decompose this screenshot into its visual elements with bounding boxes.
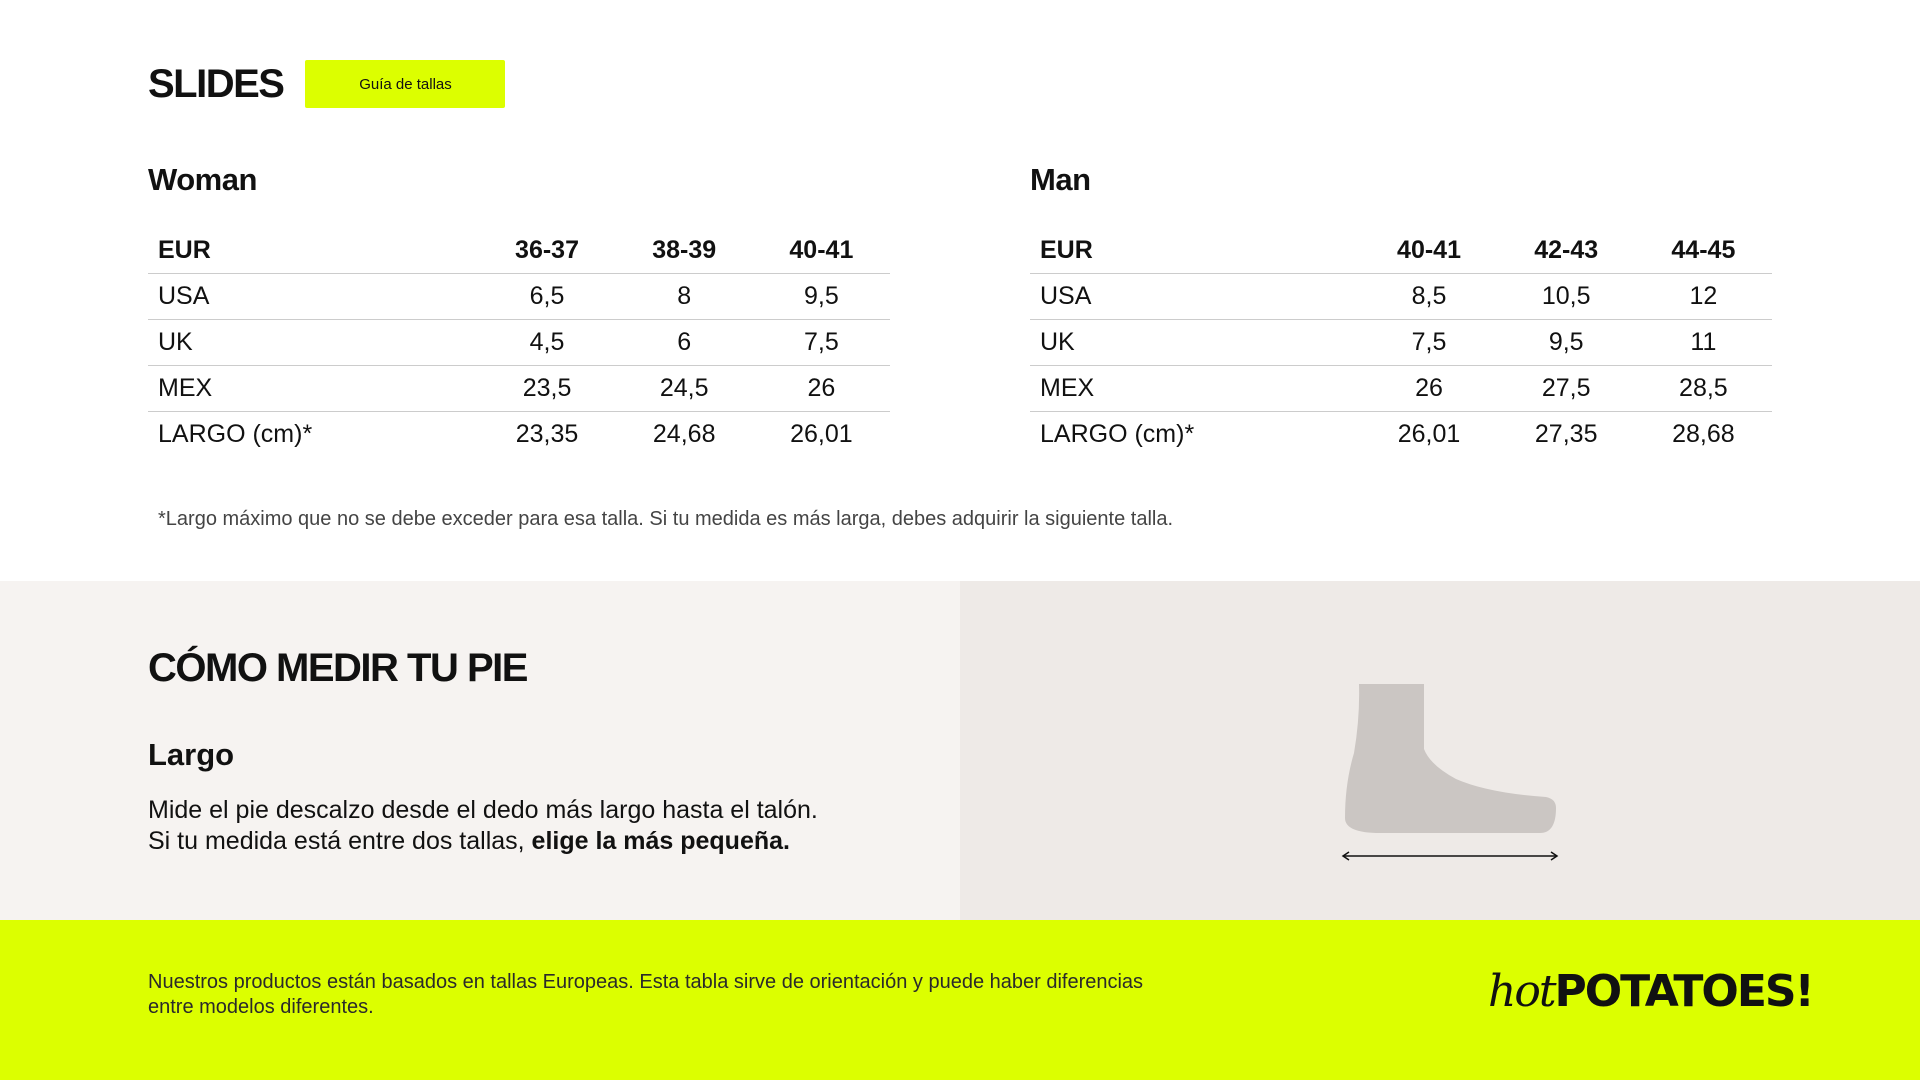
table-cell: 6,5 [478,274,615,320]
logo-script: hot [1488,966,1555,1017]
measure-title: CÓMO MEDIR TU PIE [148,646,527,690]
row-label: MEX [1030,366,1360,412]
column-header: 36-37 [478,228,615,274]
page-title: SLIDES [148,61,284,106]
table-cell: 7,5 [753,320,890,366]
instruction-line-2-bold: elige la más pequeña. [531,827,790,855]
table-cell: 23,35 [515,420,579,448]
size-footnote: *Largo máximo que no se debe exceder para esa talla. Si tu medida es más larga, debes adquirir la siguiente talla. [158,508,1174,530]
table-row [148,320,890,366]
table-cell: 9,5 [1498,320,1635,366]
table-cell: 27,5 [1498,366,1635,412]
title-row [148,60,505,108]
table-cell: 28,68 [1672,420,1735,448]
table-cell: 12 [1635,274,1772,320]
footer [0,920,1920,1080]
row-label: USA [1030,274,1360,320]
table-cell: 6 [616,320,753,366]
table-row [1030,274,1772,320]
table-cell: 4,5 [478,320,615,366]
row-label: MEX [148,366,478,412]
table-row [1030,366,1772,412]
length-subtitle: Largo [148,737,235,772]
brand-logo [1488,966,1813,1017]
logo-wordmark: POTATOES! [1554,966,1813,1017]
table-cell: 26 [753,366,890,412]
table-cell: 23,5 [478,366,615,412]
table-row [148,366,890,412]
table-cell: 26,01 [790,420,853,448]
measure-instructions-panel [0,581,960,920]
table-row [1030,412,1772,458]
table-row [148,412,890,458]
row-label: UK [148,320,478,366]
table-cell: 26 [1360,366,1497,412]
table-cell: 11 [1635,320,1772,366]
table-cell: 8 [616,274,753,320]
footer-disclaimer: Nuestros productos están basados en tallas Europeas. Esta tabla sirve de orientación y puede haber diferencias entre modelos diferentes. [148,971,1144,1018]
instruction-line-1: Mide el pie descalzo desde el dedo más largo hasta el talón. [148,796,818,824]
column-header: 42-43 [1498,228,1635,274]
man-size-table [1030,228,1772,457]
column-header: 38-39 [616,228,753,274]
row-label: LARGO (cm)* [1040,420,1195,448]
foot-silhouette-icon [1345,684,1556,833]
row-label: USA [148,274,478,320]
table-row [1030,320,1772,366]
column-header: EUR [148,228,478,274]
column-header: EUR [1030,228,1360,274]
table-cell: 24,5 [616,366,753,412]
measure-instructions [148,795,818,857]
column-header: 40-41 [1360,228,1497,274]
woman-size-table [148,228,890,457]
man-title: Man [1030,162,1091,197]
double-arrow-icon [1343,852,1557,860]
foot-illustration [1340,683,1580,868]
table-cell: 27,35 [1534,420,1598,448]
table-row [148,274,890,320]
man-size-section [1030,162,1772,457]
size-guide-button[interactable]: Guía de tallas [305,60,505,108]
instruction-line-2-prefix: Si tu medida está entre dos tallas, [148,827,532,855]
table-cell: 26,01 [1397,420,1461,448]
woman-size-section [148,162,890,457]
column-header: 44-45 [1635,228,1772,274]
table-cell: 8,5 [1360,274,1497,320]
row-label: UK [1030,320,1360,366]
table-cell: 10,5 [1498,274,1635,320]
row-label: LARGO (cm)* [158,420,313,448]
table-cell: 7,5 [1360,320,1497,366]
table-cell: 24,68 [652,420,716,448]
column-header: 40-41 [753,228,890,274]
table-header-row [148,228,890,274]
table-cell: 9,5 [753,274,890,320]
woman-title: Woman [148,162,257,197]
table-cell: 28,5 [1635,366,1772,412]
table-header-row [1030,228,1772,274]
